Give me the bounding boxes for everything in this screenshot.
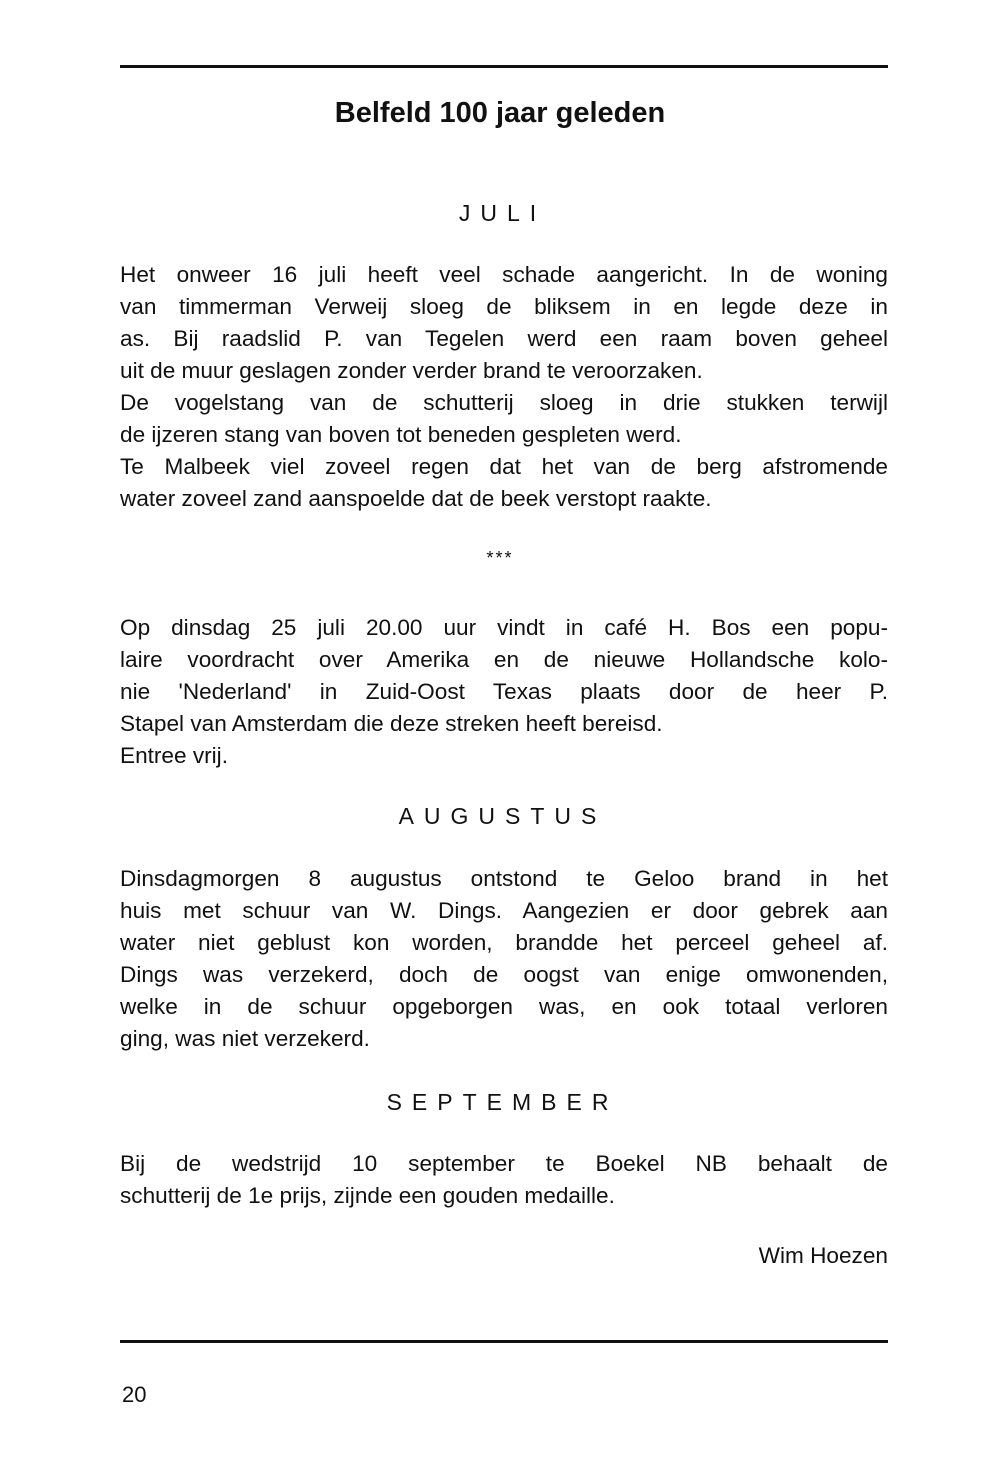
text-line: huis met schuur van W. Dings. Aangezien er door gebrek aan [120, 898, 888, 923]
text-line: de ijzeren stang van boven tot beneden gespleten werd. [120, 422, 682, 447]
text-line: as. Bij raadslid P. van Tegelen werd een raam boven geheel [120, 326, 888, 351]
section-separator: *** [486, 548, 514, 568]
top-rule [120, 65, 888, 68]
text-line: Bij de wedstrijd 10 september te Boekel NB behaalt de [120, 1151, 888, 1176]
text-line: water zoveel zand aanspoelde dat de beek verstopt raakte. [120, 486, 712, 511]
text-line: Stapel van Amsterdam die deze streken heeft bereisd. [120, 711, 663, 736]
article-title: Belfeld 100 jaar geleden [334, 97, 666, 129]
text-line: Entree vrij. [120, 743, 228, 768]
text-line: laire voordracht over Amerika en de nieuwe Hollandsche kolo- [120, 647, 888, 672]
paragraph-augustus-brand [120, 863, 888, 1055]
paragraph-september-wedstrijd [120, 1148, 888, 1212]
text-line: De vogelstang van de schutterij sloeg in drie stukken terwijl [120, 390, 888, 415]
text-line: water niet geblust kon worden, brandde het perceel geheel af. [120, 930, 888, 955]
section-heading-september: SEPTEMBER [386, 1089, 619, 1115]
text-line: Te Malbeek viel zoveel regen dat het van de berg afstromende [120, 454, 888, 479]
section-heading-augustus: AUGUSTUS [398, 803, 607, 829]
text-line: Dings was verzekerd, doch de oogst van enige omwonenden, [120, 962, 888, 987]
section-heading-juli: JULI [458, 200, 547, 226]
page-number: 20 [122, 1382, 147, 1407]
text-line: Dinsdagmorgen 8 augustus ontstond te Geloo brand in het [120, 866, 888, 891]
text-line: schutterij de 1e prijs, zijnde een gouden medaille. [120, 1183, 615, 1208]
text-line: nie 'Nederland' in Zuid-Oost Texas plaats door de heer P. [120, 679, 888, 704]
text-line: Op dinsdag 25 juli 20.00 uur vindt in café H. Bos een popu- [120, 615, 888, 640]
text-line: van timmerman Verweij sloeg de bliksem in en legde deze in [120, 294, 888, 319]
text-line: ging, was niet verzekerd. [120, 1026, 370, 1051]
text-line: uit de muur geslagen zonder verder brand te veroorzaken. [120, 358, 703, 383]
paragraph-juli-onweer [120, 259, 888, 515]
author-signature: Wim Hoezen [758, 1243, 888, 1268]
text-line: Het onweer 16 juli heeft veel schade aangericht. In de woning [120, 262, 888, 287]
bottom-rule [120, 1340, 888, 1343]
paragraph-juli-voordracht [120, 612, 888, 772]
text-line: welke in de schuur opgeborgen was, en ook totaal verloren [120, 994, 888, 1019]
